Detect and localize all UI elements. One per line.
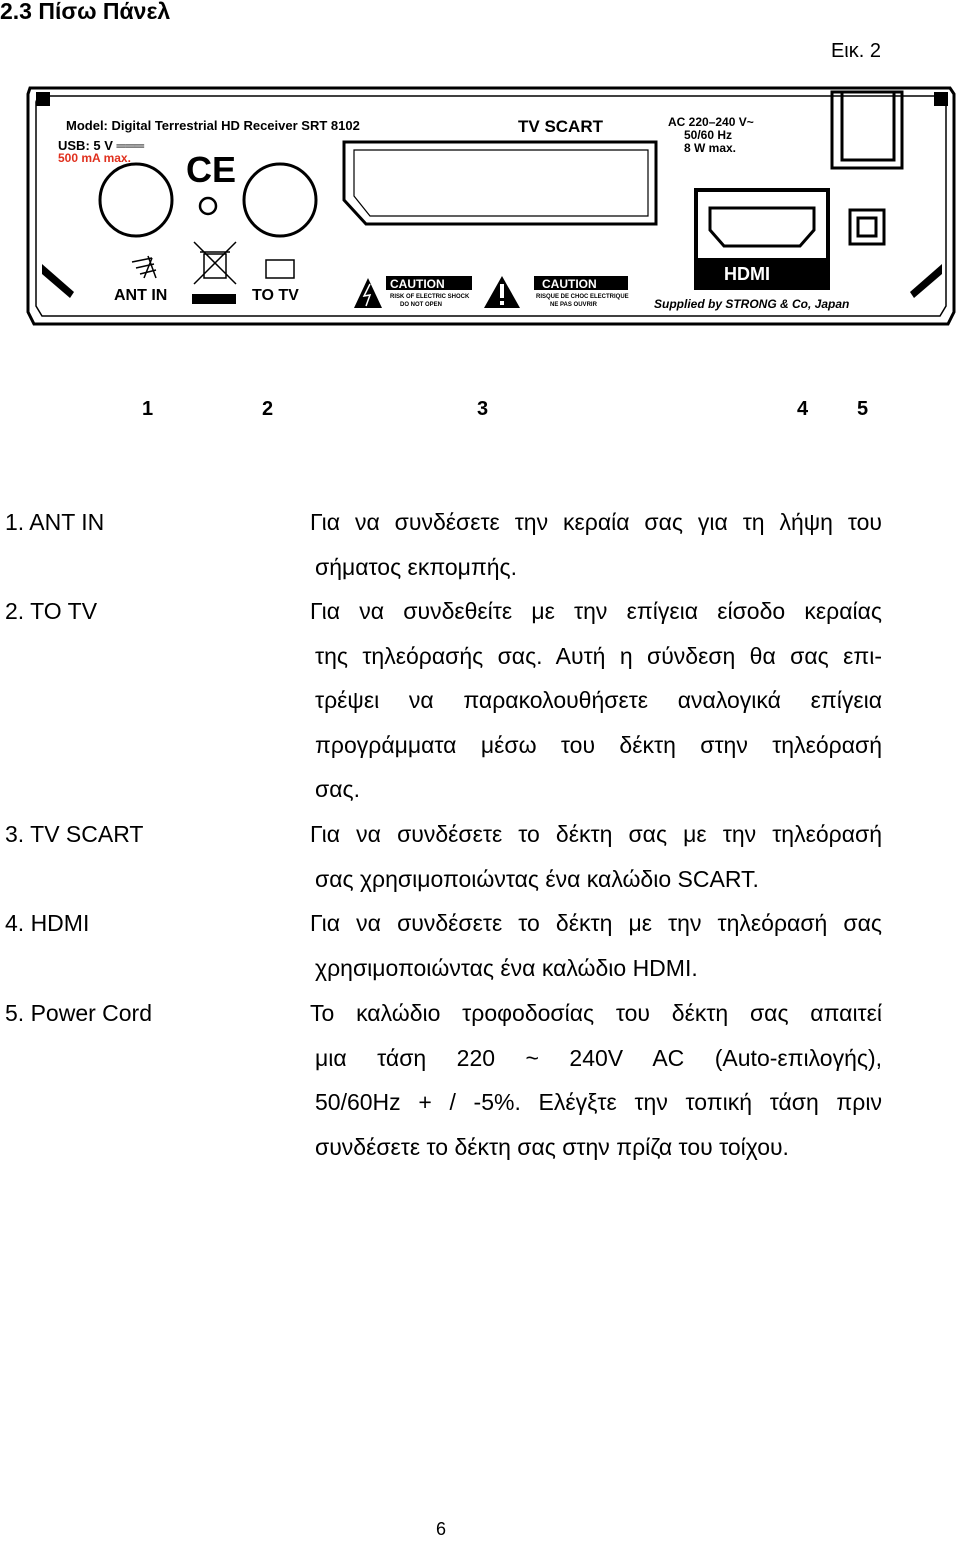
item-desc-tv-scart [310, 812, 882, 901]
caution-sub-1b: DO NOT OPEN [400, 302, 443, 308]
section-title: 2.3 Πίσω Πάνελ [0, 0, 171, 24]
antenna-icon [132, 256, 156, 278]
item-label-ant-in: 1. ANT IN [5, 509, 105, 535]
page-number: 6 [436, 1519, 447, 1539]
desc-line: 50/60Hz + / -5%. Ελέγξτε την τοπική τάση πριν [315, 1089, 882, 1116]
item-desc-power-cord [310, 991, 882, 1169]
ac-rating-line3: 8 W max. [684, 141, 737, 155]
caution-sub-2a: RISQUE DE CHOC ELECTRIQUE [536, 294, 629, 300]
screw-icon [36, 92, 50, 106]
desc-line: χρησιμοποιώντας ένα καλώδιο HDMI. [315, 954, 698, 981]
desc-line: Για να συνδέσετε το δέκτη με την τηλεόρασή σας [310, 910, 882, 936]
callout-number: 4 [797, 398, 809, 420]
caution-title-2: CAUTION [542, 277, 597, 291]
callout-number: 1 [142, 398, 154, 420]
item-desc-hdmi [310, 901, 882, 990]
desc-line: Το καλώδιο τροφοδοσίας του δέκτη σας απαιτεί [310, 1000, 882, 1026]
screw-icon [934, 92, 948, 106]
tv-icon [266, 260, 294, 278]
ac-rating-line2: 50/60 Hz [684, 128, 733, 142]
to-tv-label: TO TV [252, 287, 299, 304]
desc-line: Για να συνδέσετε την κεραία σας για τη λήψη του [310, 509, 882, 535]
desc-line: Για να συνδέσετε το δέκτη σας με την τηλεόρασή [310, 821, 882, 847]
callout-number: 3 [477, 398, 489, 420]
supplier-text: Supplied by STRONG & Co, Japan [654, 297, 850, 311]
desc-line: σας χρησιμοποιώντας ένα καλώδιο SCART. [315, 865, 759, 892]
warning-exclamation-icon [484, 276, 520, 308]
tv-scart-label: TV SCART [518, 117, 603, 136]
caution-sub-2b: NE PAS OUVRIR [550, 302, 597, 308]
ant-in-connector-icon [100, 164, 172, 236]
power-cord-icon [832, 92, 902, 168]
desc-line: μια τάση 220 ~ 240V AC (Auto-επιλογής), [315, 1044, 882, 1071]
to-tv-connector-icon [244, 164, 316, 236]
scart-connector-icon [344, 142, 656, 224]
desc-line: τρέψει να παρακολουθήσετε αναλογικά επίγεια [315, 687, 882, 714]
weee-bin-icon [194, 242, 236, 284]
callout-number: 2 [262, 398, 274, 420]
desc-line: προγράμματα μέσω του δέκτη στην τηλεόρασή [315, 731, 882, 758]
item-label-to-tv: 2. TO TV [5, 598, 98, 624]
figure-caption: Εικ. 2 [830, 40, 881, 62]
item-label-power-cord: 5. Power Cord [5, 1000, 153, 1026]
item-desc-ant-in [310, 500, 882, 589]
item-desc-to-tv [310, 589, 882, 812]
usb-current-text: 500 mA max. [58, 151, 131, 165]
desc-line: της τηλεόρασής σας. Αυτή η σύνδεση θα σας επι- [315, 642, 882, 669]
usb-text: USB: 5 V ═══ [58, 138, 145, 153]
ac-rating-line1: AC 220–240 V~ [668, 115, 754, 129]
caution-title-1: CAUTION [390, 277, 445, 291]
callout-number: 5 [857, 398, 869, 420]
desc-line: Για να συνδεθείτε με την επίγεια είσοδο κεραίας [310, 598, 882, 624]
item-label-hdmi: 4. HDMI [5, 910, 90, 936]
ce-mark: CE [186, 149, 237, 190]
warning-shock-icon [354, 278, 382, 308]
item-label-tv-scart: 3. TV SCART [5, 821, 144, 847]
desc-line: συνδέσετε το δέκτη σας στην πρίζα του τοίχου. [315, 1133, 789, 1160]
model-text: Model: Digital Terrestrial HD Receiver SRT 8102 [66, 118, 360, 133]
caution-sub-1a: RISK OF ELECTRIC SHOCK [390, 294, 470, 300]
desc-line: σας. [315, 776, 360, 803]
ant-in-label: ANT IN [114, 287, 168, 304]
hdmi-logo-label: HDMI [724, 264, 770, 284]
rear-panel-diagram [24, 82, 960, 332]
double-insulation-icon [850, 210, 884, 244]
desc-line: σήματος εκπομπής. [315, 553, 518, 580]
